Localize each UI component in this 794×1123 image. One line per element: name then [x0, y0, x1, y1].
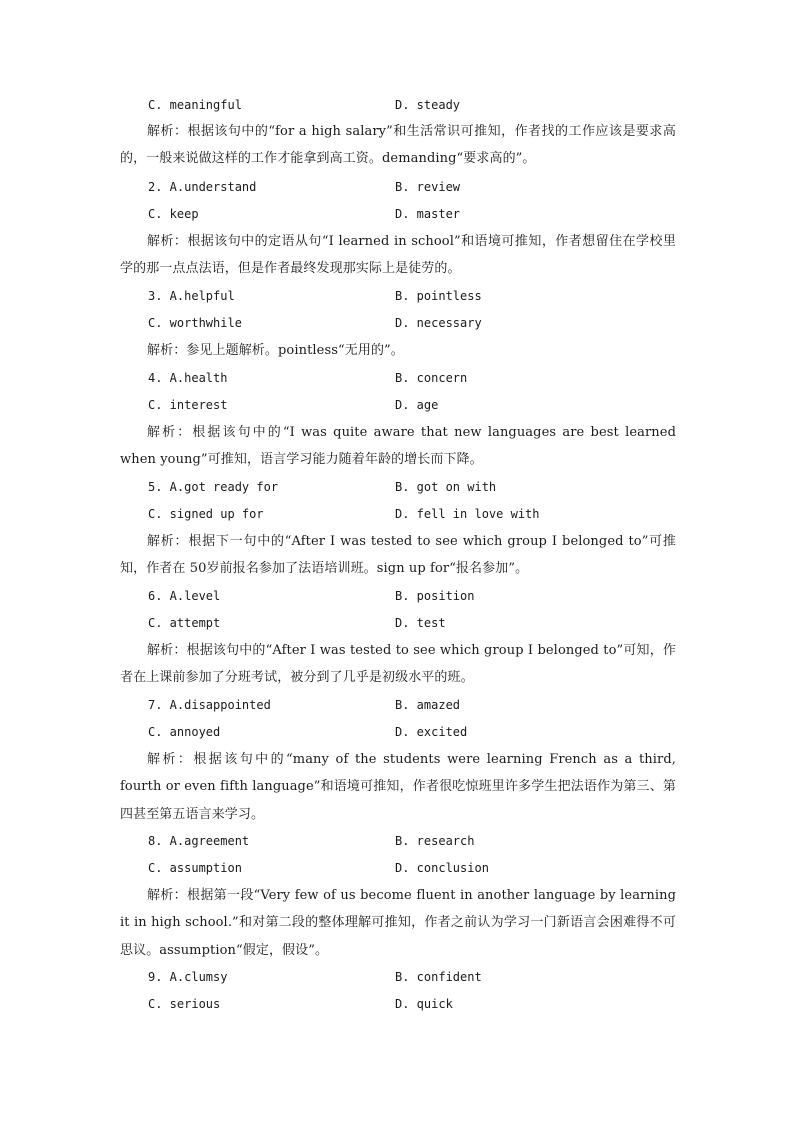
- option-c: C. signed up for: [148, 507, 264, 521]
- option-b: B. research: [395, 834, 475, 848]
- option-c: C. meaningful: [148, 98, 242, 112]
- option-b: B. pointless: [395, 289, 482, 303]
- option-row: [148, 695, 708, 715]
- option-a: 2. A.understand: [148, 180, 257, 194]
- option-row: [148, 477, 708, 497]
- option-row: [148, 858, 708, 878]
- explanation-7: 解析：根据该句中的“many of the students were learning French as a third, fourth or even fifth language”和语境可推知，作者很吃惊班里许多学生把法语作为第三、第四甚至第五语言来学习。: [120, 752, 676, 822]
- option-c: C. interest: [148, 398, 228, 412]
- option-row: [148, 313, 708, 333]
- option-a: 4. A.health: [148, 371, 228, 385]
- option-c: C. worthwhile: [148, 316, 242, 330]
- option-row: [148, 395, 708, 415]
- option-c: C. assumption: [148, 861, 242, 875]
- explanation-6: 解析：根据该句中的“After I was tested to see which group I belonged to”可知，作者在上课前参加了分班考试，被分到了几乎是初级水平的班。: [120, 643, 676, 686]
- option-a: 5. A.got ready for: [148, 480, 279, 494]
- option-d: D. fell in love with: [395, 507, 540, 521]
- explanation-2: 解析：根据该句中的定语从句“I learned in school”和语境可推知，作者想留住在学校里学的那一点点法语，但是作者最终发现那实际上是徒劳的。: [120, 234, 676, 277]
- option-d: D. steady: [395, 98, 461, 112]
- option-d: D. necessary: [395, 316, 482, 330]
- option-row: [148, 95, 708, 115]
- option-d: D. master: [395, 207, 461, 221]
- option-a: 6. A.level: [148, 589, 221, 603]
- option-row: [148, 286, 708, 306]
- option-c: C. serious: [148, 997, 221, 1011]
- option-a: 8. A.agreement: [148, 834, 250, 848]
- option-d: D. test: [395, 616, 446, 630]
- option-row: [148, 613, 708, 633]
- option-row: [148, 722, 708, 742]
- option-b: B. confident: [395, 970, 482, 984]
- option-b: B. got on with: [395, 480, 497, 494]
- option-d: D. conclusion: [395, 861, 489, 875]
- explanation-4: 解析：根据该句中的“I was quite aware that new languages are best learned when young”可推知，语言学习能力随着年龄的增长而下降。: [120, 425, 676, 468]
- option-a: 3. A.helpful: [148, 289, 235, 303]
- option-b: B. amazed: [395, 698, 461, 712]
- option-b: B. concern: [395, 371, 468, 385]
- option-c: C. annoyed: [148, 725, 221, 739]
- option-row: [148, 586, 708, 606]
- explanation-5: 解析：根据下一句中的“After I was tested to see which group I belonged to”可推知，作者在 50岁前报名参加了法语培训班。sign up for“报名参加”。: [120, 534, 676, 577]
- option-row: [148, 504, 708, 524]
- option-c: C. keep: [148, 207, 199, 221]
- option-row: [148, 831, 708, 851]
- option-row: [148, 177, 708, 197]
- option-c: C. attempt: [148, 616, 221, 630]
- explanation-3: 解析：参见上题解析。pointless“无用的”。: [147, 343, 404, 358]
- option-d: D. age: [395, 398, 439, 412]
- option-row: [148, 204, 708, 224]
- option-d: D. quick: [395, 997, 453, 1011]
- explanation-8: 解析：根据第一段“Very few of us become fluent in another language by learning it in high school.”和对第二段的整体理解可推知，作者之前认为学习一门新语言会困难得不可思议。assumption“假定，假设”。: [120, 888, 676, 958]
- explanation-1: 解析：根据该句中的“for a high salary”和生活常识可推知，作者找的工作应该是要求高的，一般来说做这样的工作才能拿到高工资。demanding“要求高的”。: [120, 124, 676, 167]
- option-row: [148, 994, 708, 1014]
- option-row: [148, 368, 708, 388]
- option-a: 9. A.clumsy: [148, 970, 228, 984]
- option-b: B. position: [395, 589, 475, 603]
- option-b: B. review: [395, 180, 461, 194]
- option-row: [148, 967, 708, 987]
- option-a: 7. A.disappointed: [148, 698, 271, 712]
- option-d: D. excited: [395, 725, 468, 739]
